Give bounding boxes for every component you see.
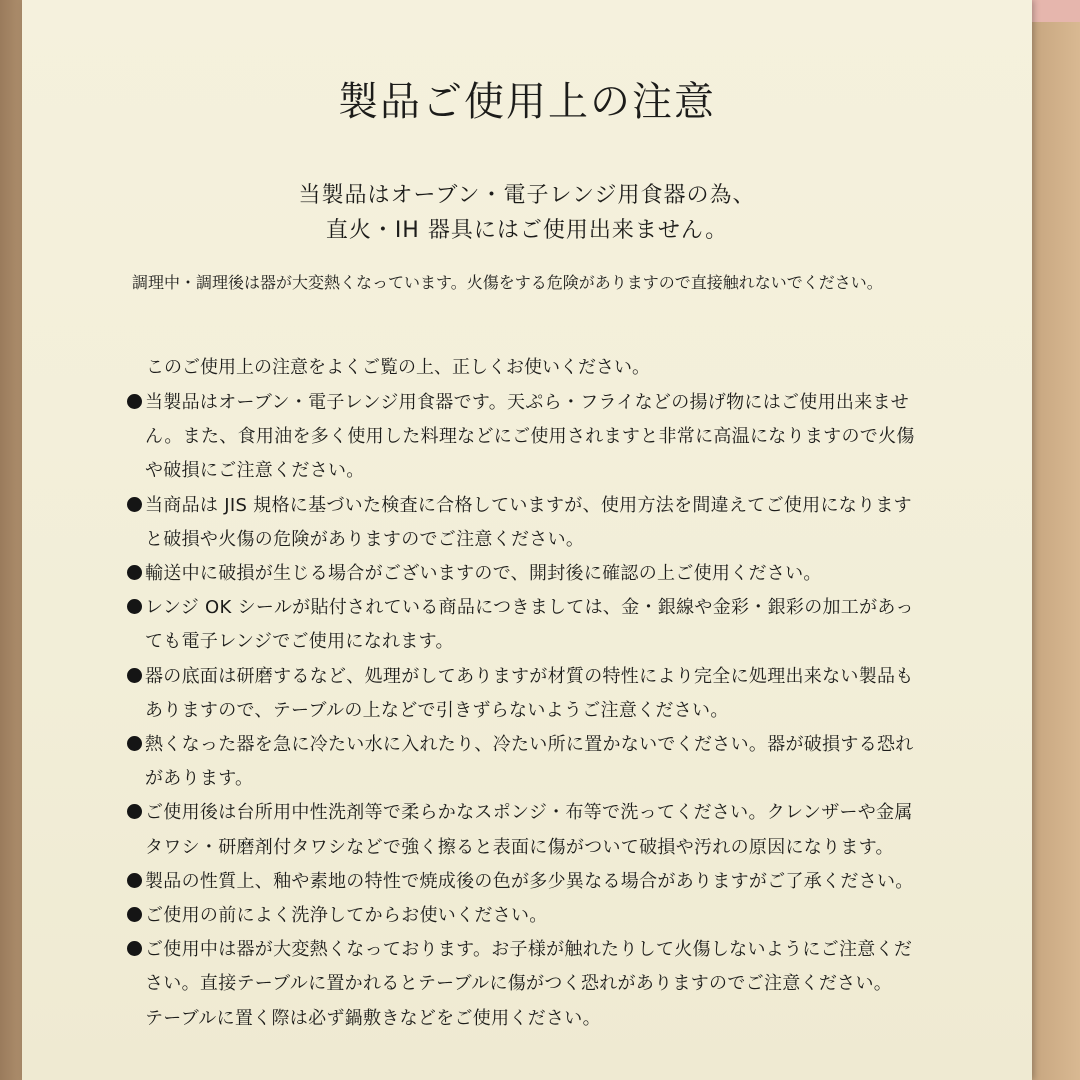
list-item-line: ん。また、食用油を多く使用した料理などにご使用されますと非常に高温になりますので火傷 bbox=[145, 426, 915, 448]
bullet-icon bbox=[127, 668, 142, 683]
bullet-icon bbox=[127, 599, 142, 614]
table-surface-right bbox=[1030, 0, 1080, 1080]
list-item-line: ご使用後は台所用中性洗剤等で柔らかなスポンジ・布等で洗ってください。クレンザーや金属 bbox=[145, 802, 913, 824]
intro-text: このご使用上の注意をよくご覧の上、正しくお使いください。 bbox=[146, 357, 650, 378]
instruction-sheet bbox=[22, 0, 1032, 1080]
bullet-icon bbox=[127, 804, 142, 819]
list-item-line: ご使用中は器が大変熱くなっております。お子様が触れたりして火傷しないようにご注意くだ bbox=[145, 939, 913, 961]
warning-line: 直火・IH 器具にはご使用出来ません。 bbox=[325, 218, 729, 243]
list-item-line: レンジ OK シールが貼付されている商品につきましては、金・銀線や金彩・銀彩の加工があっ bbox=[145, 597, 914, 619]
caution-text: 調理中・調理後は器が大変熱くなっています。火傷をする危険がありますので直接触れないでください。 bbox=[132, 273, 883, 292]
bullet-icon bbox=[127, 941, 142, 956]
bullet-icon bbox=[127, 565, 142, 580]
list-item-line: があります。 bbox=[145, 768, 254, 790]
list-item-line: テーブルに置く際は必ず鍋敷きなどをご使用ください。 bbox=[145, 1007, 601, 1029]
list-item-line: や破損にご注意ください。 bbox=[145, 460, 365, 482]
list-item-line: 器の底面は研磨するなど、処理がしてありますが材質の特性により完全に処理出来ない製品も bbox=[145, 665, 914, 687]
bullet-icon bbox=[127, 497, 142, 512]
list-item-line: 熱くなった器を急に冷たい水に入れたり、冷たい所に置かないでください。器が破損する恐れ bbox=[145, 734, 914, 755]
list-item-line: と破損や火傷の危険がありますのでご注意ください。 bbox=[145, 528, 585, 550]
list-item-line: 輸送中に破損が生じる場合がございますので、開封後に確認の上ご使用ください。 bbox=[145, 563, 822, 584]
bullet-icon bbox=[127, 873, 142, 888]
list-item-line: ても電子レンジでご使用になれます。 bbox=[145, 631, 454, 653]
bullet-icon bbox=[127, 736, 142, 751]
list-item-line: さい。直接テーブルに置かれるとテーブルに傷がつく恐れがありますのでご注意ください。 bbox=[145, 973, 893, 995]
list-item-line: 当製品はオーブン・電子レンジ用食器です。天ぷら・フライなどの揚げ物にはご使用出来ませ bbox=[145, 392, 910, 413]
warning-line: 当製品はオーブン・電子レンジ用食器の為、 bbox=[298, 183, 756, 208]
list-item-line: 製品の性質上、釉や素地の特性で焼成後の色が多少異なる場合がありますがご了承ください。 bbox=[145, 870, 914, 892]
page-title: 製品ご使用上の注意 bbox=[338, 79, 716, 125]
list-item-line: ありますので、テーブルの上などで引きずらないようご注意ください。 bbox=[145, 699, 729, 721]
bullet-icon bbox=[127, 394, 142, 409]
list-item-line: タワシ・研磨剤付タワシなどで強く擦ると表面に傷がついて破損や汚れの原因になります。 bbox=[145, 836, 894, 858]
list-item-line: 当商品は JIS 規格に基づいた検査に合格していますが、使用方法を間違えてご使用になります bbox=[145, 494, 912, 516]
bullet-icon bbox=[127, 907, 142, 922]
list-item-line: ご使用の前によく洗浄してからお使いください。 bbox=[145, 905, 548, 926]
